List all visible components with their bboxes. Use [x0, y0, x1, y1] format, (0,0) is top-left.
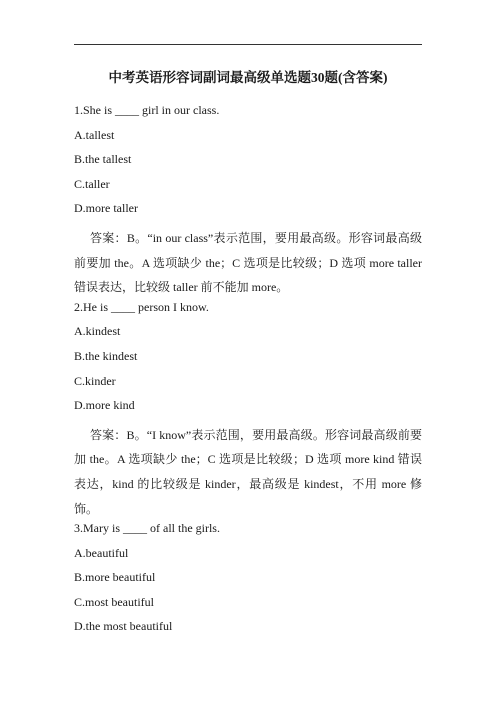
question-stem: 3.Mary is ____ of all the girls.	[74, 521, 220, 536]
question-stem: 1.She is ____ girl in our class.	[74, 103, 220, 117]
option-d: D.more taller	[74, 201, 138, 216]
option-b: B.more beautiful	[74, 570, 156, 585]
answer-explanation: 答案：B。“in our class”表示范围，要用最高级。形容词最高级前要加 the。A 选项缺少 the；C 选项是比较级；D 选项 more taller 错误表达，比较级 taller 前不能加 more。	[74, 230, 422, 295]
option-c: C.taller	[74, 176, 110, 191]
document-title: 中考英语形容词副词最高级单选题30题(含答案)	[108, 70, 388, 85]
option-c: C.kinder	[74, 373, 116, 388]
question-list	[74, 103, 422, 644]
option-d: D.the most beautiful	[74, 619, 173, 634]
answer-explanation: 答案：B。“I know”表示范围，要用最高级。形容词最高级前要加 the。A 选项缺少 the；C 选项是比较级；D 选项 more kind 错误表达，kind 的比较级是 kinder，最高级是 kindest，不用 more 修饰。	[74, 427, 422, 516]
option-a: A.kindest	[74, 324, 121, 339]
option-c: C.most beautiful	[74, 594, 154, 609]
option-d: D.more kind	[74, 398, 135, 413]
question-stem: 2.He is ____ person I know.	[74, 299, 209, 314]
option-a: A.beautiful	[74, 545, 129, 560]
header-rule	[74, 44, 422, 45]
option-b: B.the kindest	[74, 348, 138, 363]
option-b: B.the tallest	[74, 152, 132, 167]
option-a: A.tallest	[74, 127, 115, 142]
